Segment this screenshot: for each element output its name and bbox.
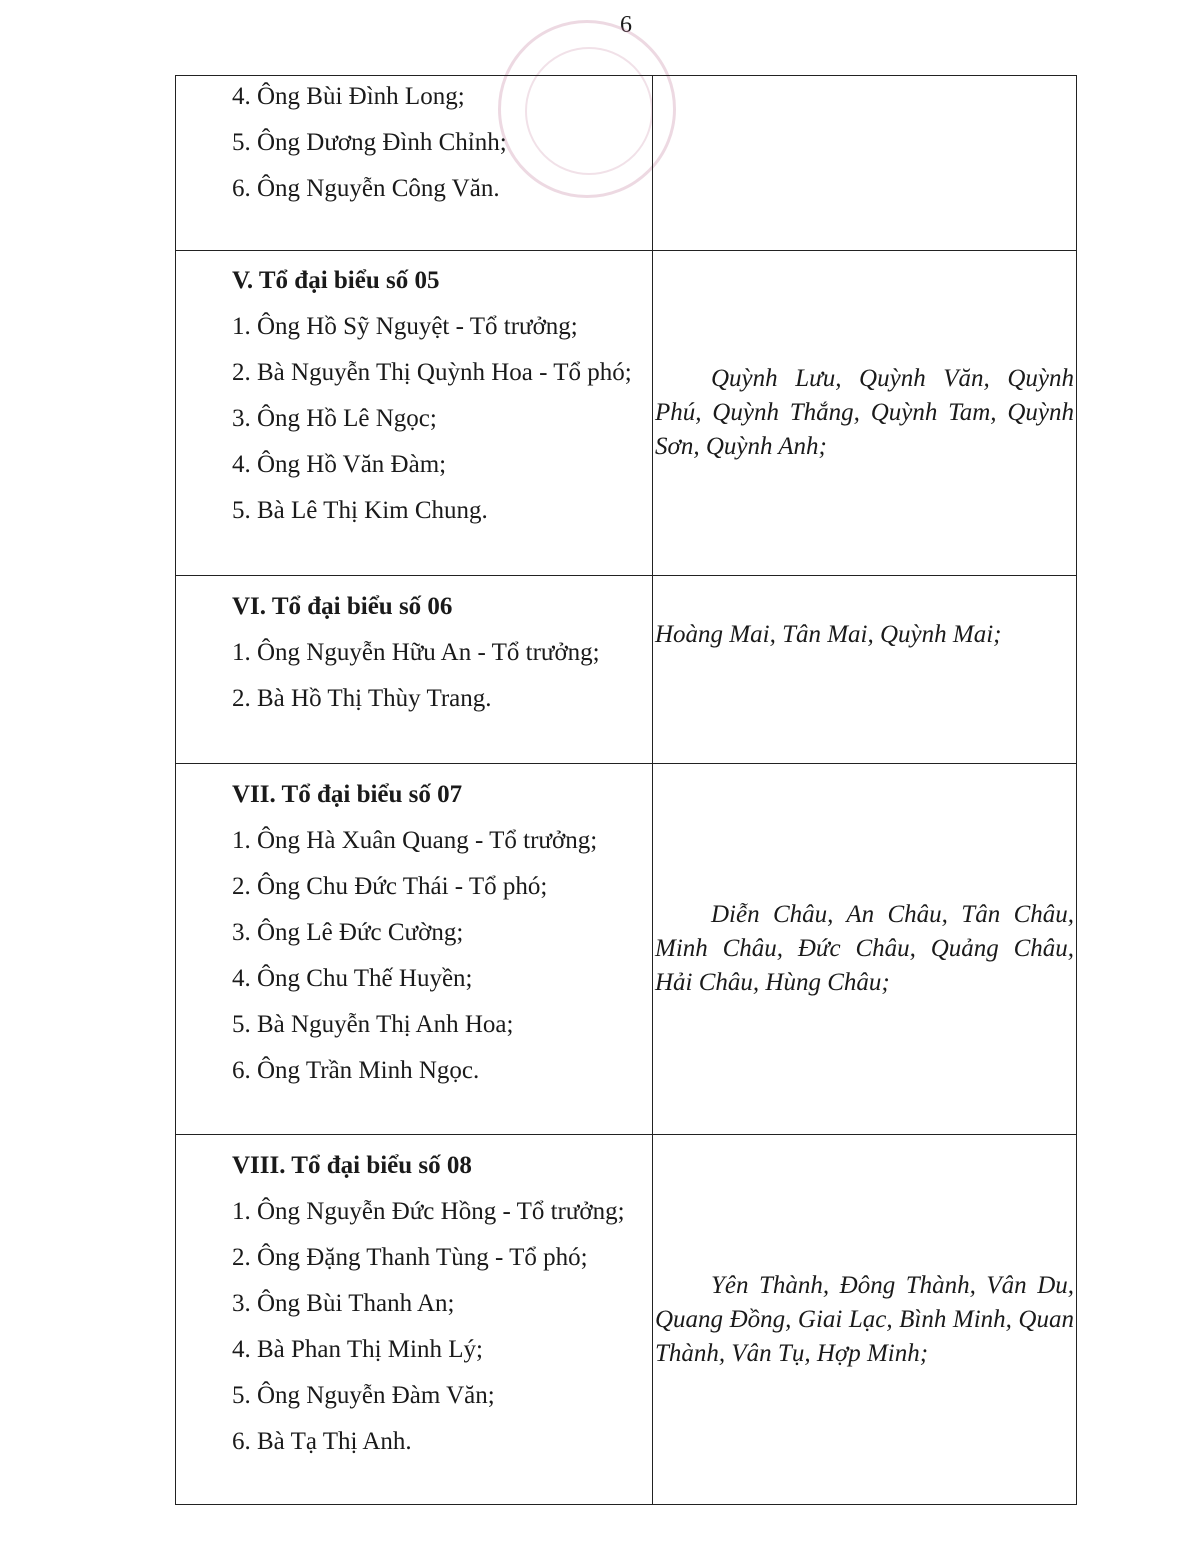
members-cell	[176, 1135, 653, 1505]
table-row	[176, 76, 1077, 251]
areas-cell	[653, 1135, 1077, 1505]
member-item: 1. Ông Hà Xuân Quang - Tổ trưởng;	[232, 827, 598, 854]
member-item: 6. Bà Tạ Thị Anh.	[232, 1428, 412, 1455]
area-list: Quỳnh Lưu, Quỳnh Văn, Quỳnh Phú, Quỳnh Thắng, Quỳnh Tam, Quỳnh Sơn, Quỳnh Anh;	[655, 365, 1074, 460]
group-title: VI. Tổ đại biểu số 06	[232, 593, 453, 620]
group-title: VII. Tổ đại biểu số 07	[232, 781, 463, 808]
members-cell	[176, 76, 653, 251]
member-item: 1. Ông Nguyễn Hữu An - Tổ trưởng;	[232, 639, 600, 666]
members-cell	[176, 764, 653, 1135]
member-item: 3. Ông Bùi Thanh An;	[232, 1290, 455, 1317]
member-item: 5. Ông Dương Đình Chỉnh;	[232, 129, 507, 156]
members-cell	[176, 251, 653, 576]
member-item: 3. Ông Lê Đức Cường;	[232, 919, 464, 946]
member-item: 5. Ông Nguyễn Đàm Văn;	[232, 1382, 495, 1409]
member-item: 1. Ông Nguyễn Đức Hồng - Tổ trưởng;	[232, 1198, 625, 1225]
member-item: 4. Bà Phan Thị Minh Lý;	[232, 1336, 483, 1363]
group-title: V. Tổ đại biểu số 05	[232, 267, 440, 294]
member-item: 2. Ông Đặng Thanh Tùng - Tổ phó;	[232, 1244, 588, 1271]
areas-cell	[653, 576, 1077, 764]
member-item: 5. Bà Nguyễn Thị Anh Hoa;	[232, 1011, 514, 1038]
areas-cell	[653, 76, 1077, 251]
member-item: 6. Ông Nguyễn Công Văn.	[232, 175, 500, 202]
areas-cell	[653, 251, 1077, 576]
member-item: 4. Ông Bùi Đình Long;	[232, 83, 465, 110]
member-item: 4. Ông Chu Thế Huyền;	[232, 965, 473, 992]
table-row	[176, 251, 1077, 576]
area-list: Diễn Châu, An Châu, Tân Châu, Minh Châu, Đức Châu, Quảng Châu, Hải Châu, Hùng Châu;	[655, 901, 1074, 996]
table-row	[176, 1135, 1077, 1505]
group-title: VIII. Tổ đại biểu số 08	[232, 1152, 472, 1179]
member-item: 2. Bà Hồ Thị Thùy Trang.	[232, 685, 492, 712]
delegate-groups-table	[175, 75, 1077, 1505]
member-item: 6. Ông Trần Minh Ngọc.	[232, 1057, 480, 1084]
member-item: 1. Ông Hồ Sỹ Nguyệt - Tổ trưởng;	[232, 313, 578, 340]
member-item: 4. Ông Hồ Văn Đàm;	[232, 451, 447, 478]
members-cell	[176, 576, 653, 764]
table-row	[176, 764, 1077, 1135]
area-list: Hoàng Mai, Tân Mai, Quỳnh Mai;	[655, 621, 1002, 648]
table-row	[176, 576, 1077, 764]
member-item: 2. Ông Chu Đức Thái - Tổ phó;	[232, 873, 548, 900]
member-item: 2. Bà Nguyễn Thị Quỳnh Hoa - Tổ phó;	[232, 359, 632, 386]
page-number: 6	[620, 12, 632, 38]
areas-cell	[653, 764, 1077, 1135]
member-item: 5. Bà Lê Thị Kim Chung.	[232, 497, 488, 524]
member-item: 3. Ông Hồ Lê Ngọc;	[232, 405, 437, 432]
area-list: Yên Thành, Đông Thành, Vân Du, Quang Đồng, Giai Lạc, Bình Minh, Quan Thành, Vân Tụ, Hợp Minh;	[655, 1271, 1074, 1367]
